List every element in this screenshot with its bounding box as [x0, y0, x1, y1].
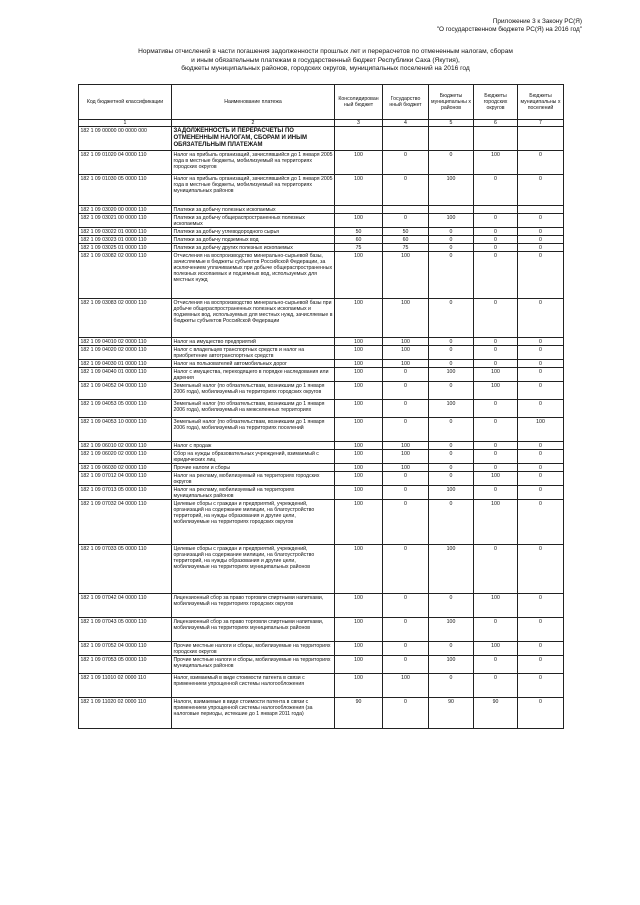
cell-settlements: 0 [518, 442, 564, 450]
cell-code: 182 1 09 07013 05 0000 110 [79, 486, 172, 500]
cell-settlements: 0 [518, 698, 564, 729]
cell-city-districts: 100 [474, 500, 518, 545]
cell-settlements: 0 [518, 368, 564, 382]
cell-state: 0 [383, 151, 429, 175]
cell-state: 0 [383, 545, 429, 594]
cell-consolidated [335, 206, 383, 214]
cell-municipal-districts: 0 [429, 500, 474, 545]
cell-city-districts: 100 [474, 368, 518, 382]
cell-municipal-districts: 0 [429, 346, 474, 360]
table-row [79, 674, 564, 698]
cell-settlements: 0 [518, 472, 564, 486]
cell-code: 182 1 09 03023 01 0000 110 [79, 236, 172, 244]
table-row [79, 418, 564, 442]
table-row [79, 486, 564, 500]
cell-city-districts: 0 [474, 228, 518, 236]
cell-city-districts: 0 [474, 236, 518, 244]
column-number: 2 [172, 120, 335, 127]
cell-municipal-districts: 0 [429, 442, 474, 450]
cell-consolidated: 100 [335, 151, 383, 175]
cell-code: 182 1 09 07043 05 0000 110 [79, 618, 172, 642]
cell-payment-name: Сбор на нужды образовательных учреждений, взимаемый с юридических лиц [172, 450, 335, 464]
cell-city-districts: 100 [474, 472, 518, 486]
cell-payment-name: Платежи за добычу углеводородного сырья [172, 228, 335, 236]
cell-code: 182 1 09 07053 05 0000 110 [79, 656, 172, 674]
cell-state: 0 [383, 642, 429, 656]
cell-municipal-districts: 0 [429, 674, 474, 698]
cell-municipal-districts: 0 [429, 236, 474, 244]
cell-municipal-districts: 0 [429, 228, 474, 236]
cell-payment-name: Налог с имущества, переходящего в порядке наследования или дарения [172, 368, 335, 382]
cell-city-districts: 0 [474, 400, 518, 418]
cell-payment-name: Прочие местные налоги и сборы, мобилизуемые на территориях муниципальных районов [172, 656, 335, 674]
cell-settlements: 0 [518, 236, 564, 244]
cell-municipal-districts: 100 [429, 618, 474, 642]
cell-consolidated: 100 [335, 400, 383, 418]
table-row [79, 618, 564, 642]
cell-municipal-districts: 0 [429, 382, 474, 400]
cell-consolidated: 100 [335, 442, 383, 450]
cell-municipal-districts [429, 206, 474, 214]
cell-municipal-districts: 0 [429, 338, 474, 346]
cell-settlements: 0 [518, 656, 564, 674]
cell-municipal-districts: 0 [429, 151, 474, 175]
cell-payment-name: Платежи за добычу общераспространенных полезных ископаемых [172, 214, 335, 228]
column-number: 7 [518, 120, 564, 127]
cell-state: 100 [383, 450, 429, 464]
cell-payment-name: Лицензионный сбор за право торговли спиртными напитками, мобилизуемый на территориях муниципальных районов [172, 618, 335, 642]
cell-code: 182 1 09 07042 04 0000 110 [79, 594, 172, 618]
column-header-code: Код бюджетной классификации [79, 85, 172, 120]
cell-city-districts: 0 [474, 299, 518, 338]
table-row [79, 656, 564, 674]
column-number: 3 [335, 120, 383, 127]
cell-state: 0 [383, 698, 429, 729]
cell-settlements: 0 [518, 642, 564, 656]
cell-state: 0 [383, 594, 429, 618]
cell-state: 100 [383, 338, 429, 346]
cell-city-districts: 0 [474, 618, 518, 642]
cell-settlements: 0 [518, 618, 564, 642]
cell-consolidated: 100 [335, 594, 383, 618]
cell-payment-name: Целевые сборы с граждан и предприятий, учреждений, организаций на содержание милиции, на благоустройство территорий, на нужды образования и другие цели, мобилизуемые на территориях городских округов [172, 500, 335, 545]
cell-settlements: 0 [518, 299, 564, 338]
table-row [79, 175, 564, 206]
cell-state: 100 [383, 674, 429, 698]
cell-settlements: 100 [518, 418, 564, 442]
cell-settlements: 0 [518, 346, 564, 360]
cell-city-districts [474, 206, 518, 214]
cell-municipal-districts: 0 [429, 360, 474, 368]
cell-code: 182 1 09 07033 05 0000 110 [79, 545, 172, 594]
cell-payment-name: Земельный налог (по обязательствам, возникшим до 1 января 2006 года), мобилизуемый на территориях городских округов [172, 382, 335, 400]
cell-consolidated: 100 [335, 500, 383, 545]
cell-settlements: 0 [518, 594, 564, 618]
table-row [79, 594, 564, 618]
cell-payment-name: Платежи за добычу других полезных ископаемых [172, 244, 335, 252]
cell-code: 182 1 09 07032 04 0000 110 [79, 500, 172, 545]
cell-settlements: 0 [518, 252, 564, 299]
column-header-state: Государство нный бюджет [383, 85, 429, 120]
table-row [79, 206, 564, 214]
cell-consolidated: 100 [335, 674, 383, 698]
cell-payment-name: Налог на прибыль организаций, зачислявшийся до 1 января 2005 года в местные бюджеты, мобилизуемый на территориях городских округов [172, 151, 335, 175]
cell-city-districts: 0 [474, 450, 518, 464]
cell-state: 100 [383, 252, 429, 299]
cell-consolidated: 100 [335, 360, 383, 368]
cell-payment-name: Земельный налог (по обязательствам, возникшим до 1 января 2006 года), мобилизуемый на межселенных территориях [172, 400, 335, 418]
cell-settlements: 0 [518, 450, 564, 464]
cell-settlements: 0 [518, 545, 564, 594]
cell-consolidated: 100 [335, 346, 383, 360]
cell-code: 182 1 09 01030 05 0000 110 [79, 175, 172, 206]
cell-consolidated: 100 [335, 338, 383, 346]
cell-municipal-districts: 0 [429, 464, 474, 472]
cell-consolidated: 100 [335, 368, 383, 382]
cell-settlements: 0 [518, 244, 564, 252]
cell-code: 182 1 09 07012 04 0000 110 [79, 472, 172, 486]
table-row [79, 642, 564, 656]
cell-consolidated: 100 [335, 252, 383, 299]
cell-payment-name: Лицензионный сбор за право торговли спиртными напитками, мобилизуемый на территориях городских округов [172, 594, 335, 618]
table-row [79, 382, 564, 400]
cell-city-districts [474, 127, 518, 151]
cell-city-districts: 0 [474, 252, 518, 299]
cell-state: 0 [383, 400, 429, 418]
cell-settlements: 0 [518, 500, 564, 545]
cell-code: 182 1 09 00000 00 0000 000 [79, 127, 172, 151]
title-line-3: бюджеты муниципальных районов, городских округов, муниципальных поселений на 2016 год [181, 65, 470, 73]
cell-state: 100 [383, 299, 429, 338]
cell-consolidated: 75 [335, 244, 383, 252]
cell-settlements: 0 [518, 360, 564, 368]
column-number: 6 [474, 120, 518, 127]
cell-consolidated: 50 [335, 228, 383, 236]
cell-state: 100 [383, 464, 429, 472]
cell-city-districts: 0 [474, 214, 518, 228]
cell-city-districts: 0 [474, 338, 518, 346]
cell-municipal-districts: 0 [429, 244, 474, 252]
cell-city-districts: 0 [474, 442, 518, 450]
cell-city-districts: 0 [474, 346, 518, 360]
column-number: 4 [383, 120, 429, 127]
column-number: 1 [79, 120, 172, 127]
cell-payment-name: Налог на рекламу, мобилизуемый на территориях муниципальных районов [172, 486, 335, 500]
cell-settlements [518, 127, 564, 151]
cell-consolidated: 90 [335, 698, 383, 729]
cell-state: 0 [383, 618, 429, 642]
cell-municipal-districts: 0 [429, 594, 474, 618]
cell-state: 0 [383, 472, 429, 486]
column-header-settlements: Бюджеты муниципальны х поселений [518, 85, 564, 120]
cell-municipal-districts [429, 127, 474, 151]
cell-city-districts: 0 [474, 545, 518, 594]
cell-municipal-districts: 100 [429, 400, 474, 418]
cell-city-districts: 0 [474, 175, 518, 206]
cell-code: 182 1 09 03083 02 0000 110 [79, 299, 172, 338]
cell-city-districts: 0 [474, 464, 518, 472]
cell-payment-name: Налоги, взимаемые в виде стоимости патента в связи с применением упрощенной системы налогообложения (за налоговые периоды, истекшие до 1 января 2011 года) [172, 698, 335, 729]
cell-settlements: 0 [518, 151, 564, 175]
table-row [79, 151, 564, 175]
cell-payment-name: Налог на рекламу, мобилизуемый на территориях городских округов [172, 472, 335, 486]
cell-settlements [518, 206, 564, 214]
cell-code: 182 1 09 06020 02 0000 110 [79, 450, 172, 464]
cell-code: 182 1 09 04052 04 0000 110 [79, 382, 172, 400]
cell-settlements: 0 [518, 464, 564, 472]
cell-state: 0 [383, 500, 429, 545]
table-row [79, 299, 564, 338]
cell-consolidated: 100 [335, 618, 383, 642]
cell-consolidated: 100 [335, 175, 383, 206]
cell-code: 182 1 09 04053 05 0000 110 [79, 400, 172, 418]
cell-settlements: 0 [518, 338, 564, 346]
cell-city-districts: 0 [474, 486, 518, 500]
column-header-consolidated: Консолидирован ный бюджет [335, 85, 383, 120]
cell-municipal-districts: 0 [429, 472, 474, 486]
cell-payment-name: Прочие налоги и сборы [172, 464, 335, 472]
table-row [79, 338, 564, 346]
cell-city-districts: 90 [474, 698, 518, 729]
cell-settlements: 0 [518, 486, 564, 500]
cell-municipal-districts: 100 [429, 214, 474, 228]
cell-municipal-districts: 100 [429, 368, 474, 382]
cell-consolidated: 100 [335, 642, 383, 656]
cell-code: 182 1 09 03020 00 0000 110 [79, 206, 172, 214]
cell-payment-name: Налог, взимаемый в виде стоимости патента в связи с применением упрощенной системы налогообложения [172, 674, 335, 698]
cell-code: 182 1 09 04053 10 0000 110 [79, 418, 172, 442]
cell-payment-name: Отчисления на воспроизводство минерально-сырьевой базы, зачисляемые в бюджеты субъектов Российской Федерации, за исключением уплачиваемых при добыче общераспространенных полезных ископаемых и подземных вод, используемых для местных нужд [172, 252, 335, 299]
cell-consolidated: 100 [335, 299, 383, 338]
column-header-municipal-districts: Бюджеты муниципальны х районов [429, 85, 474, 120]
cell-city-districts: 0 [474, 674, 518, 698]
cell-code: 182 1 09 01020 04 0000 110 [79, 151, 172, 175]
cell-payment-name: Земельный налог (по обязательствам, возникшим до 1 января 2006 года), мобилизуемый на территориях поселений [172, 418, 335, 442]
column-header-name: Наименование платежа [172, 85, 335, 120]
cell-settlements: 0 [518, 400, 564, 418]
cell-municipal-districts: 90 [429, 698, 474, 729]
appendix-note [282, 18, 582, 34]
cell-code: 182 1 09 04040 01 0000 110 [79, 368, 172, 382]
cell-city-districts: 0 [474, 418, 518, 442]
cell-payment-name: Налог с продаж [172, 442, 335, 450]
norms-table [78, 84, 564, 729]
cell-code: 182 1 09 04030 01 0000 110 [79, 360, 172, 368]
cell-consolidated: 100 [335, 382, 383, 400]
cell-consolidated: 100 [335, 656, 383, 674]
header-row [79, 85, 564, 120]
cell-code: 182 1 09 03022 01 0000 110 [79, 228, 172, 236]
cell-state: 0 [383, 486, 429, 500]
cell-settlements: 0 [518, 382, 564, 400]
cell-code: 182 1 09 11020 02 0000 110 [79, 698, 172, 729]
table-row [79, 244, 564, 252]
cell-payment-name: Отчисления на воспроизводство минерально-сырьевой базы при добыче общераспространенных полезных ископаемых и подземных вод, используемых для местных нужд, зачисляемые в бюджеты субъектов Российской Федерации [172, 299, 335, 338]
table-row [79, 252, 564, 299]
table-row [79, 450, 564, 464]
document-title [118, 48, 533, 74]
cell-consolidated: 100 [335, 418, 383, 442]
cell-consolidated: 100 [335, 545, 383, 594]
cell-municipal-districts: 0 [429, 252, 474, 299]
appendix-line-2: "О государственном бюджете РС(Я) на 2016 год" [436, 26, 582, 33]
cell-city-districts: 100 [474, 382, 518, 400]
cell-code: 182 1 09 03082 02 0000 110 [79, 252, 172, 299]
table-row [79, 698, 564, 729]
cell-state: 100 [383, 346, 429, 360]
column-header-city-districts: Бюджеты городских округов [474, 85, 518, 120]
cell-consolidated: 60 [335, 236, 383, 244]
cell-state: 0 [383, 382, 429, 400]
cell-city-districts: 0 [474, 360, 518, 368]
cell-state: 60 [383, 236, 429, 244]
column-number: 5 [429, 120, 474, 127]
cell-city-districts: 0 [474, 656, 518, 674]
table-row [79, 346, 564, 360]
table-header [79, 85, 564, 127]
cell-consolidated: 100 [335, 214, 383, 228]
appendix-line-1: Приложение 3 к Закону РС(Я) [492, 18, 582, 25]
cell-payment-name: Налог на прибыль организаций, зачислявшийся до 1 января 2005 года в местные бюджеты, мобилизуемый на территориях муниципальных районов [172, 175, 335, 206]
cell-municipal-districts: 0 [429, 418, 474, 442]
cell-payment-name: Налог на пользователей автомобильных дорог [172, 360, 335, 368]
cell-payment-name: Целевые сборы с граждан и предприятий, учреждений, организаций на содержание милиции, на благоустройство территорий, на нужды образования и другие цели, мобилизуемые на территориях муниципальных районов [172, 545, 335, 594]
cell-municipal-districts: 0 [429, 299, 474, 338]
cell-state: 100 [383, 360, 429, 368]
cell-state [383, 127, 429, 151]
cell-consolidated: 100 [335, 450, 383, 464]
table-row [79, 214, 564, 228]
table-row [79, 360, 564, 368]
cell-consolidated [335, 127, 383, 151]
cell-municipal-districts: 100 [429, 175, 474, 206]
cell-code: 182 1 09 11010 02 0000 110 [79, 674, 172, 698]
cell-payment-name: Платежи за добычу полезных ископаемых [172, 206, 335, 214]
cell-code: 182 1 09 03021 00 0000 110 [79, 214, 172, 228]
cell-state: 0 [383, 175, 429, 206]
cell-state: 50 [383, 228, 429, 236]
cell-code: 182 1 09 06010 02 0000 110 [79, 442, 172, 450]
cell-settlements: 0 [518, 674, 564, 698]
cell-state [383, 206, 429, 214]
cell-settlements: 0 [518, 175, 564, 206]
cell-city-districts: 0 [474, 244, 518, 252]
cell-consolidated: 100 [335, 486, 383, 500]
cell-municipal-districts: 100 [429, 486, 474, 500]
table-row [79, 236, 564, 244]
title-line-2: и иным обязательным платежам в государственный бюджет Республики Саха (Якутия), [191, 56, 460, 64]
cell-code: 182 1 09 04020 02 0000 110 [79, 346, 172, 360]
cell-code: 182 1 09 06030 02 0000 110 [79, 464, 172, 472]
title-line-1: Нормативы отчислений в части погашения задолженности прошлых лет и перерасчетов по отмененным налогам, сборам [138, 48, 513, 55]
cell-municipal-districts: 0 [429, 450, 474, 464]
cell-state: 0 [383, 418, 429, 442]
cell-state: 0 [383, 214, 429, 228]
table-body [79, 127, 564, 729]
cell-settlements: 0 [518, 214, 564, 228]
cell-payment-name: Налог с владельцев транспортных средств и налог на приобретение автотранспортных средств [172, 346, 335, 360]
table-row [79, 442, 564, 450]
table-row [79, 545, 564, 594]
cell-code: 182 1 09 07052 04 0000 110 [79, 642, 172, 656]
cell-consolidated: 100 [335, 464, 383, 472]
cell-consolidated: 100 [335, 472, 383, 486]
cell-municipal-districts: 100 [429, 545, 474, 594]
cell-payment-name: Налог на имущество предприятий [172, 338, 335, 346]
column-number-row [79, 120, 564, 127]
cell-city-districts: 100 [474, 642, 518, 656]
cell-state: 0 [383, 656, 429, 674]
cell-payment-name: ЗАДОЛЖЕННОСТЬ И ПЕРЕРАСЧЕТЫ ПО ОТМЕНЕННЫМ НАЛОГАМ, СБОРАМ И ИНЫМ ОБЯЗАТЕЛЬНЫМ ПЛАТЕЖАМ [172, 127, 335, 151]
table-row [79, 368, 564, 382]
cell-code: 182 1 09 04010 02 0000 110 [79, 338, 172, 346]
cell-payment-name: Платежи за добычу подземных вод [172, 236, 335, 244]
cell-city-districts: 100 [474, 151, 518, 175]
cell-settlements: 0 [518, 228, 564, 236]
table-row [79, 464, 564, 472]
cell-municipal-districts: 0 [429, 642, 474, 656]
cell-state: 100 [383, 442, 429, 450]
table-row [79, 472, 564, 486]
cell-code: 182 1 09 03025 01 0000 110 [79, 244, 172, 252]
table-row [79, 228, 564, 236]
cell-payment-name: Прочие местные налоги и сборы, мобилизуемые на территориях городских округов [172, 642, 335, 656]
table-row [79, 127, 564, 151]
cell-state: 0 [383, 368, 429, 382]
table-row [79, 400, 564, 418]
table-row [79, 500, 564, 545]
cell-city-districts: 100 [474, 594, 518, 618]
cell-municipal-districts: 100 [429, 656, 474, 674]
cell-state: 75 [383, 244, 429, 252]
